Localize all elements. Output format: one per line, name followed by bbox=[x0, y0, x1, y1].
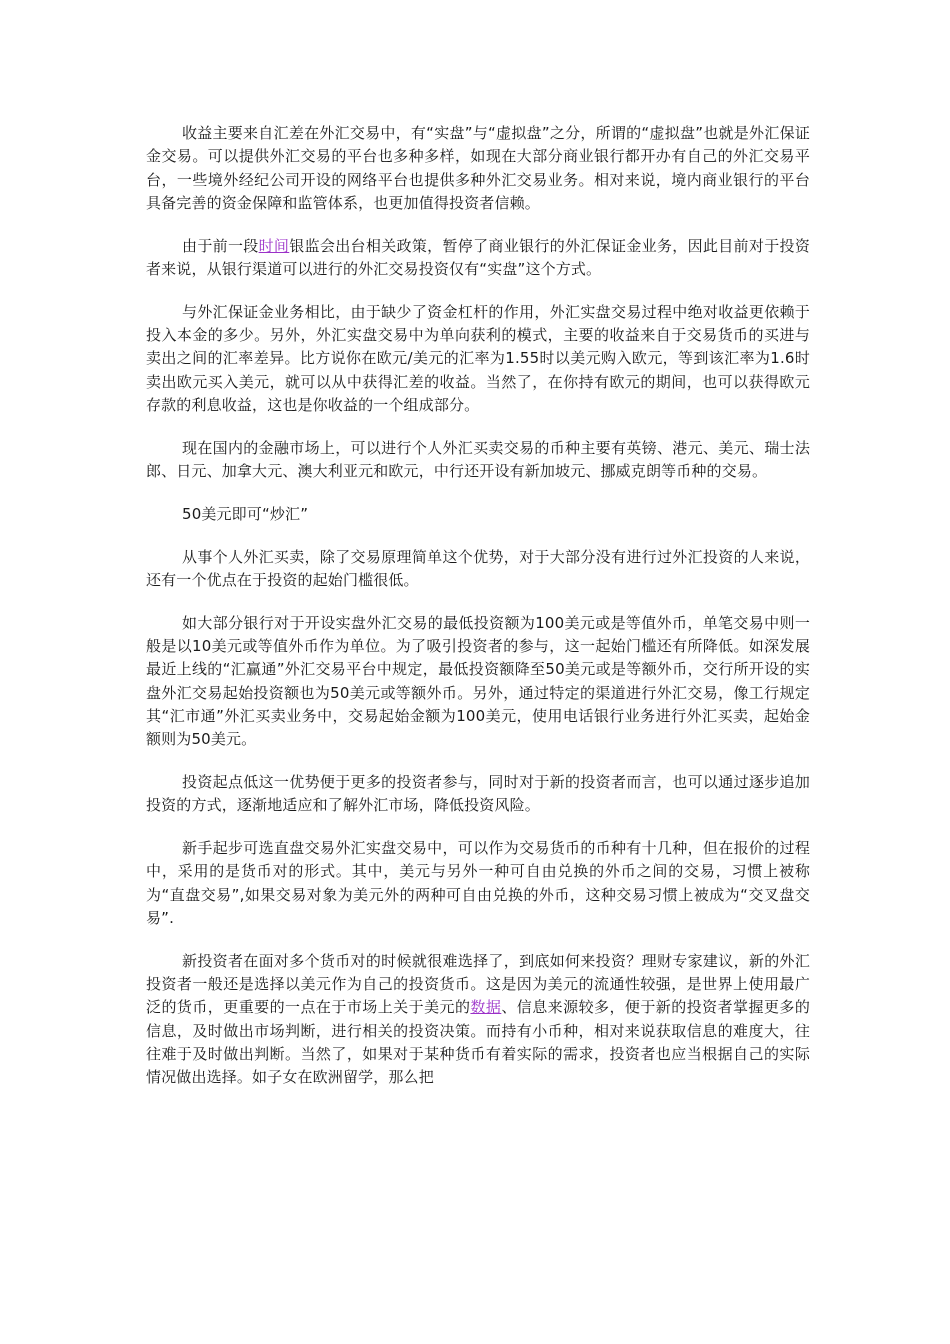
paragraph-policy-suspension bbox=[146, 235, 810, 282]
document-page bbox=[146, 122, 810, 1109]
paragraph-low-entry-advantage: 投资起点低这一优势便于更多的投资者参与，同时对于新的投资者而言，也可以通过逐步追加投资的方式，逐渐地适应和了解外汇市场，降低投资风险。 bbox=[146, 773, 810, 815]
paragraph-text-before-link: 由于前一段 bbox=[182, 236, 259, 255]
section-heading: 50美元即可“炒汇” bbox=[182, 504, 309, 523]
paragraph-low-threshold: 从事个人外汇买卖，除了交易原理简单这个优势，对于大部分没有进行过外汇投资的人来说，还有一个优点在于投资的起始门槛很低。 bbox=[146, 547, 810, 589]
paragraph-forex-profit-source: 收益主要来自汇差在外汇交易中，有“实盘”与“虚拟盘”之分，所谓的“虚拟盘”也就是外汇保证金交易。可以提供外汇交易的平台也多种多样，如现在大部分商业银行都开办有自己的外汇交易平台，一些境外经纪公司开设的网络平台也提供多种外汇交易业务。相对来说，境内商业银行的平台具备完善的资金保障和监管体系，也更加值得投资者信赖。 bbox=[146, 124, 810, 212]
paragraph-usd-recommendation bbox=[146, 950, 810, 1090]
time-link[interactable]: 时间 bbox=[258, 236, 290, 255]
paragraph-minimum-investment: 如大部分银行对于开设实盘外汇交易的最低投资额为100美元或是等值外币，单笔交易中则一般是以10美元或等值外币作为单位。为了吸引投资者的参与，这一起始门槛还有所降低。如深发展最近上线的“汇赢通”外汇交易平台中规定，最低投资额降至50美元或是等额外币，交行所开设的实盘外汇交易起始投资额也为50美元或等额外币。另外，通过特定的渠道进行外汇交易，像工行规定其“汇市通”外汇买卖业务中，交易起始金额为100美元，使用电话银行业务进行外汇买卖，起始金额则为50美元。 bbox=[146, 613, 810, 749]
paragraph-text-after-link: 、信息来源较多，便于新的投资者掌握更多的信息，及时做出市场判断，进行相关的投资决策。而持有小币种，相对来说获取信息的难度大，往往难于及时做出判断。当然了，如果对于某种货币有着实际的需求，投资者也应当根据自己的实际情况做出选择。如子女在欧洲留学，那么把 bbox=[146, 998, 810, 1087]
paragraph-text-after-link: 银监会出台相关政策，暂停了商业银行的外汇保证金业务，因此目前对于投资者来说，从银行渠道可以进行的外汇交易投资仅有“实盘”这个方式。 bbox=[146, 236, 810, 278]
paragraph-direct-trading: 新手起步可选直盘交易外汇实盘交易中，可以作为交易货币的币种有十几种，但在报价的过程中，采用的是货币对的形式。其中，美元与另外一种可自由兑换的外币之间的交易，习惯上被称为“直盘交易”,如果交易对象为美元外的两种可自由兑换的外币，这种交易习惯上被成为“交叉盘交易”. bbox=[146, 839, 810, 928]
paragraph-currencies: 现在国内的金融市场上，可以进行个人外汇买卖交易的币种主要有英镑、港元、美元、瑞士法郎、日元、加拿大元、澳大利亚元和欧元，中行还开设有新加坡元、挪威克朗等币种的交易。 bbox=[146, 438, 810, 481]
paragraph-spot-trading: 与外汇保证金业务相比，由于缺少了资金杠杆的作用，外汇实盘交易过程中绝对收益更依赖于投入本金的多少。另外，外汇实盘交易中为单向获利的模式，主要的收益来自于交易货币的买进与卖出之间的汇率差异。比方说你在欧元/美元的汇率为1.55时以美元购入欧元，等到该汇率为1.6时卖出欧元买入美元，就可以从中获得汇差的收益。当然了，在你持有欧元的期间，也可以获得欧元存款的利息收益，这也是你收益的一个组成部分。 bbox=[146, 302, 810, 414]
paragraph-text-before-link: 新投资者在面对多个货币对的时候就很难选择了，到底如何来投资？理财专家建议，新的外汇投资者一般还是选择以美元作为自己的投资货币。这是因为美元的流通性较强，是世界上使用最广泛的货币，更重要的一点在于市场上关于美元的 bbox=[146, 951, 810, 1017]
data-link[interactable]: 数据 bbox=[470, 998, 502, 1017]
